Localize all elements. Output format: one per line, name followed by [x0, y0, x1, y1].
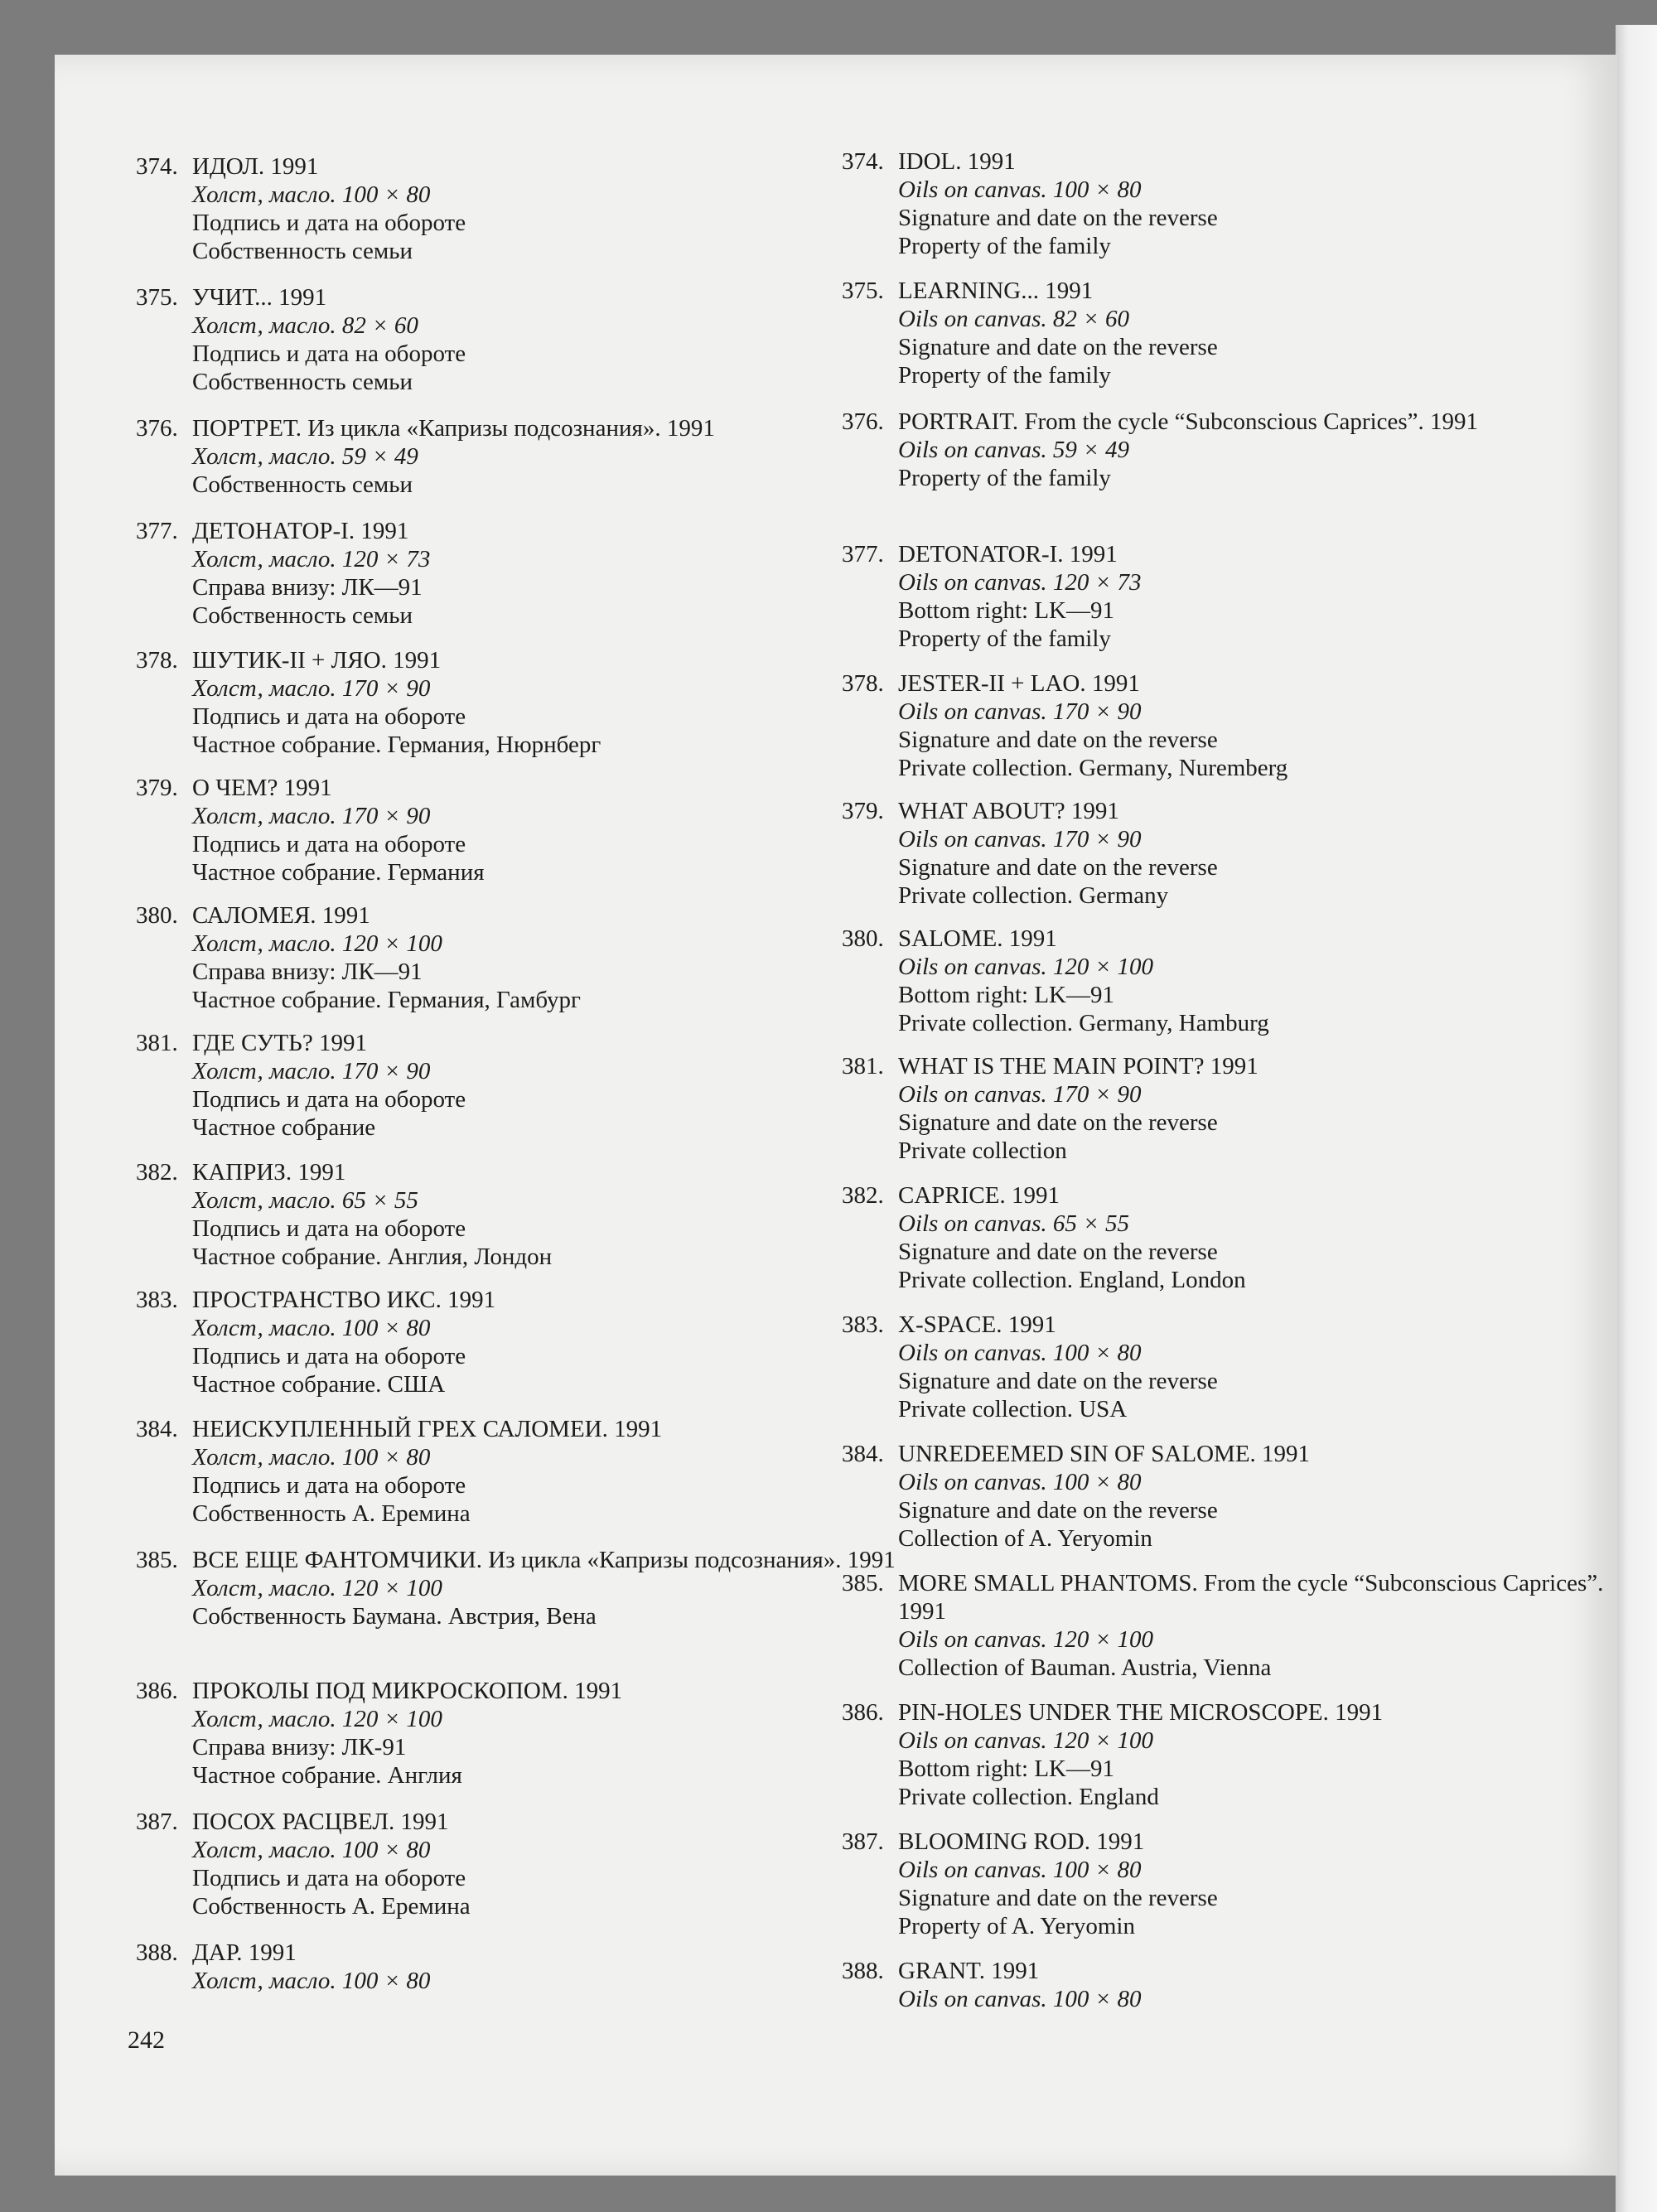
entry-title: BLOOMING ROD. 1991 — [898, 1828, 1145, 1855]
entry-detail: Собственность семьи — [192, 602, 413, 629]
entry-title: WHAT ABOUT? 1991 — [898, 798, 1119, 824]
entry-number: 378. — [136, 647, 178, 674]
entry-detail: Подпись и дата на обороте — [192, 1472, 466, 1499]
entry-title: WHAT IS THE MAIN POINT? 1991 — [898, 1053, 1258, 1079]
entry-detail: Собственность семьи — [192, 238, 413, 264]
entry-title: ПРОСТРАНСТВО ИКС. 1991 — [192, 1287, 496, 1313]
entry-title: DETONATOR-I. 1991 — [898, 541, 1118, 567]
entry-detail: Signature and date on the reverse — [898, 1497, 1218, 1524]
book-page-edge — [1616, 25, 1657, 2212]
entry-medium: Холст, масло. 170 × 90 — [192, 803, 431, 829]
entry-number: 376. — [136, 415, 178, 442]
entry-medium: Oils on canvas. 120 × 73 — [898, 569, 1142, 596]
entry-detail: Справа внизу: ЛК-91 — [192, 1734, 407, 1760]
entry-title: GRANT. 1991 — [898, 1958, 1040, 1984]
entry-medium: Холст, масло. 100 × 80 — [192, 1444, 431, 1471]
entry-medium: Холст, масло. 120 × 100 — [192, 1575, 442, 1601]
entry-medium: Холст, масло. 59 × 49 — [192, 443, 418, 470]
entry-title: JESTER-II + LAO. 1991 — [898, 670, 1140, 697]
entry-medium: Oils on canvas. 100 × 80 — [898, 176, 1142, 203]
entry-title: X-SPACE. 1991 — [898, 1311, 1056, 1338]
entry-number: 374. — [842, 148, 884, 175]
entry-medium: Холст, масло. 100 × 80 — [192, 181, 431, 208]
entry-detail: Частное собрание — [192, 1114, 376, 1141]
catalog-entry — [136, 414, 905, 499]
entry-detail: Подпись и дата на обороте — [192, 1086, 466, 1113]
entry-title: ПОРТРЕТ. Из цикла «Капризы подсознания». 1991 — [192, 415, 715, 442]
catalog-entry — [136, 152, 905, 265]
entry-title: О ЧЕМ? 1991 — [192, 775, 332, 801]
entry-medium: Oils on canvas. 100 × 80 — [898, 1340, 1142, 1366]
entry-medium: Oils on canvas. 100 × 80 — [898, 1469, 1142, 1495]
entry-medium: Холст, масло. 100 × 80 — [192, 1837, 431, 1863]
entry-number: 388. — [842, 1958, 884, 1984]
entry-title: PIN-HOLES UNDER THE MICROSCOPE. 1991 — [898, 1699, 1384, 1726]
entry-detail: Справа внизу: ЛК—91 — [192, 959, 423, 985]
entry-medium: Холст, масло. 100 × 80 — [192, 1968, 431, 1994]
entry-detail: Подпись и дата на обороте — [192, 831, 466, 857]
catalog-entry — [136, 1808, 905, 1920]
entry-medium: Oils on canvas. 120 × 100 — [898, 954, 1153, 980]
catalog-entry — [136, 1939, 905, 1995]
entry-medium: Холст, масло. 120 × 100 — [192, 1706, 442, 1732]
entry-detail: Частное собрание. Англия, Лондон — [192, 1244, 553, 1270]
entry-number: 384. — [842, 1441, 884, 1467]
entry-title: ДЕТОНАТОР-I. 1991 — [192, 518, 409, 544]
entry-medium: Холст, масло. 120 × 100 — [192, 930, 442, 957]
entry-number: 387. — [136, 1809, 178, 1835]
catalog-entry — [136, 774, 905, 886]
entry-detail: Частное собрание. Англия — [192, 1762, 462, 1789]
entry-number: 374. — [136, 153, 178, 180]
entry-detail: Подпись и дата на обороте — [192, 1215, 466, 1242]
entry-detail: Private collection. Germany — [898, 882, 1169, 909]
entry-detail: Signature and date on the reverse — [898, 1368, 1218, 1394]
entry-number: 381. — [136, 1030, 178, 1056]
entry-detail: Собственность семьи — [192, 369, 413, 395]
entry-medium: Холст, масло. 120 × 73 — [192, 546, 431, 572]
entry-medium: Oils on canvas. 170 × 90 — [898, 698, 1142, 725]
catalog-entry — [136, 901, 905, 1014]
entry-detail: Signature and date on the reverse — [898, 854, 1218, 881]
catalog-entry — [136, 283, 905, 396]
entry-detail: Частное собрание. Германия, Нюрнберг — [192, 732, 601, 758]
catalog-entry — [842, 797, 1611, 910]
catalog-entry — [136, 1158, 905, 1271]
entry-medium: Oils on canvas. 65 × 55 — [898, 1210, 1129, 1237]
entry-detail: Подпись и дата на обороте — [192, 210, 466, 236]
entry-detail: Private collection — [898, 1137, 1067, 1164]
entry-detail: Собственность Баумана. Австрия, Вена — [192, 1603, 597, 1630]
entry-title: КАПРИЗ. 1991 — [192, 1159, 346, 1186]
entry-detail: Bottom right: LK—91 — [898, 1756, 1114, 1782]
entry-detail: Signature and date on the reverse — [898, 334, 1218, 360]
entry-medium: Oils on canvas. 120 × 100 — [898, 1626, 1153, 1653]
entry-number: 386. — [136, 1678, 178, 1704]
entry-number: 385. — [842, 1570, 884, 1596]
entry-detail: Частное собрание. Германия, Гамбург — [192, 987, 581, 1013]
catalog-entry — [842, 1828, 1611, 1940]
catalog-entry — [136, 646, 905, 759]
catalog-entry — [136, 1677, 905, 1789]
entry-title: IDOL. 1991 — [898, 148, 1016, 175]
entry-detail: Property of the family — [898, 233, 1111, 259]
entry-medium: Oils on canvas. 170 × 90 — [898, 1081, 1142, 1108]
entry-title: ПРОКОЛЫ ПОД МИКРОСКОПОМ. 1991 — [192, 1678, 623, 1704]
entry-detail: Подпись и дата на обороте — [192, 340, 466, 367]
entry-medium: Oils on canvas. 59 × 49 — [898, 437, 1129, 463]
entry-detail: Signature and date on the reverse — [898, 727, 1218, 753]
entry-detail: Bottom right: LK—91 — [898, 597, 1114, 624]
entry-detail: Подпись и дата на обороте — [192, 1343, 466, 1369]
entry-detail: Signature and date on the reverse — [898, 1885, 1218, 1911]
entry-title: УЧИТ... 1991 — [192, 284, 327, 311]
entry-detail: Справа внизу: ЛК—91 — [192, 574, 423, 601]
entry-detail: Подпись и дата на обороте — [192, 703, 466, 730]
entry-medium: Oils on canvas. 100 × 80 — [898, 1986, 1142, 2012]
entry-number: 376. — [842, 408, 884, 435]
entry-title: CAPRICE. 1991 — [898, 1182, 1060, 1209]
entry-number: 378. — [842, 670, 884, 697]
entry-number: 380. — [136, 902, 178, 929]
entry-detail: Property of the family — [898, 625, 1111, 652]
catalog-entry — [136, 1415, 905, 1528]
entry-number: 387. — [842, 1828, 884, 1855]
entry-detail: Signature and date on the reverse — [898, 1239, 1218, 1265]
entry-number: 375. — [136, 284, 178, 311]
entry-medium: Oils on canvas. 82 × 60 — [898, 306, 1129, 332]
catalog-entry — [842, 1181, 1611, 1294]
entry-detail: Собственность А. Еремина — [192, 1500, 471, 1527]
catalog-entry — [842, 669, 1611, 782]
entry-title: ВСЕ ЕЩЕ ФАНТОМЧИКИ. Из цикла «Капризы подсознания». 1991 — [192, 1547, 896, 1573]
entry-title: ШУТИК-II + ЛЯО. 1991 — [192, 647, 442, 674]
entry-medium: Холст, масло. 100 × 80 — [192, 1315, 431, 1341]
entry-detail: Collection of Bauman. Austria, Vienna — [898, 1654, 1272, 1681]
entry-title: SALOME. 1991 — [898, 925, 1057, 952]
entry-detail: Собственность семьи — [192, 471, 413, 498]
entry-detail: Private collection. Germany, Nuremberg — [898, 755, 1288, 781]
entry-detail: Подпись и дата на обороте — [192, 1865, 466, 1891]
entry-number: 382. — [136, 1159, 178, 1186]
entry-detail: Private collection. England — [898, 1784, 1159, 1810]
catalog-entry — [842, 147, 1611, 260]
entry-title: UNREDEEMED SIN OF SALOME. 1991 — [898, 1441, 1311, 1467]
catalog-entry — [136, 1029, 905, 1142]
catalog-entry — [842, 408, 1611, 492]
entry-detail: Private collection. Germany, Hamburg — [898, 1010, 1269, 1036]
entry-detail: Private collection. USA — [898, 1396, 1128, 1422]
entry-number: 377. — [842, 541, 884, 567]
entry-detail: Частное собрание. Германия — [192, 859, 485, 886]
entry-detail: Bottom right: LK—91 — [898, 982, 1114, 1008]
catalog-entry — [842, 1698, 1611, 1811]
catalog-page — [55, 55, 1617, 2176]
entry-number: 383. — [136, 1287, 178, 1313]
entry-number: 379. — [842, 798, 884, 824]
catalog-entry — [842, 277, 1611, 389]
entry-detail: Signature and date on the reverse — [898, 205, 1218, 231]
entry-number: 375. — [842, 278, 884, 304]
entry-medium: Oils on canvas. 170 × 90 — [898, 826, 1142, 852]
entry-detail: Собственность А. Еремина — [192, 1893, 471, 1920]
entry-number: 384. — [136, 1416, 178, 1442]
catalog-entry — [842, 1957, 1611, 2013]
catalog-entry — [842, 1052, 1611, 1165]
entry-detail: Property of A. Yeryomin — [898, 1913, 1135, 1939]
entry-detail: Collection of A. Yeryomin — [898, 1525, 1152, 1552]
entry-detail: Property of the family — [898, 465, 1111, 491]
entry-title: ПОСОХ РАСЦВЕЛ. 1991 — [192, 1809, 449, 1835]
catalog-entry — [842, 1440, 1611, 1553]
entry-medium: Холст, масло. 170 × 90 — [192, 1058, 431, 1084]
entry-number: 382. — [842, 1182, 884, 1209]
catalog-entry — [842, 1569, 1611, 1682]
entry-number: 383. — [842, 1311, 884, 1338]
catalog-entry — [136, 517, 905, 630]
entry-title: MORE SMALL PHANTOMS. From the cycle “Subconscious Caprices”. 1991 — [898, 1570, 1604, 1625]
entry-title: САЛОМЕЯ. 1991 — [192, 902, 370, 929]
entry-title: LEARNING... 1991 — [898, 278, 1094, 304]
entry-detail: Signature and date on the reverse — [898, 1109, 1218, 1136]
entry-detail: Private collection. England, London — [898, 1267, 1246, 1293]
entry-medium: Холст, масло. 170 × 90 — [192, 675, 431, 702]
catalog-entry — [842, 925, 1611, 1037]
catalog-entry — [136, 1286, 905, 1398]
page-number: 242 — [128, 2026, 165, 2054]
entry-number: 388. — [136, 1939, 178, 1966]
entry-medium: Oils on canvas. 120 × 100 — [898, 1727, 1153, 1754]
entry-title: PORTRAIT. From the cycle “Subconscious Caprices”. 1991 — [898, 408, 1479, 435]
entry-title: НЕИСКУПЛЕННЫЙ ГРЕХ САЛОМЕИ. 1991 — [192, 1416, 663, 1442]
entry-title: ГДЕ СУТЬ? 1991 — [192, 1030, 367, 1056]
entry-number: 380. — [842, 925, 884, 952]
entry-number: 377. — [136, 518, 178, 544]
entry-number: 385. — [136, 1547, 178, 1573]
entry-detail: Частное собрание. США — [192, 1371, 446, 1398]
entry-title: ДАР. 1991 — [192, 1939, 297, 1966]
entry-medium: Холст, масло. 82 × 60 — [192, 312, 418, 339]
entry-number: 386. — [842, 1699, 884, 1726]
entry-title: ИДОЛ. 1991 — [192, 153, 319, 180]
entry-detail: Property of the family — [898, 362, 1111, 389]
catalog-entry — [842, 540, 1611, 653]
catalog-entry — [842, 1311, 1611, 1423]
entry-number: 379. — [136, 775, 178, 801]
entry-medium: Oils on canvas. 100 × 80 — [898, 1857, 1142, 1883]
catalog-entry — [136, 1546, 905, 1630]
entry-number: 381. — [842, 1053, 884, 1079]
entry-medium: Холст, масло. 65 × 55 — [192, 1187, 418, 1214]
